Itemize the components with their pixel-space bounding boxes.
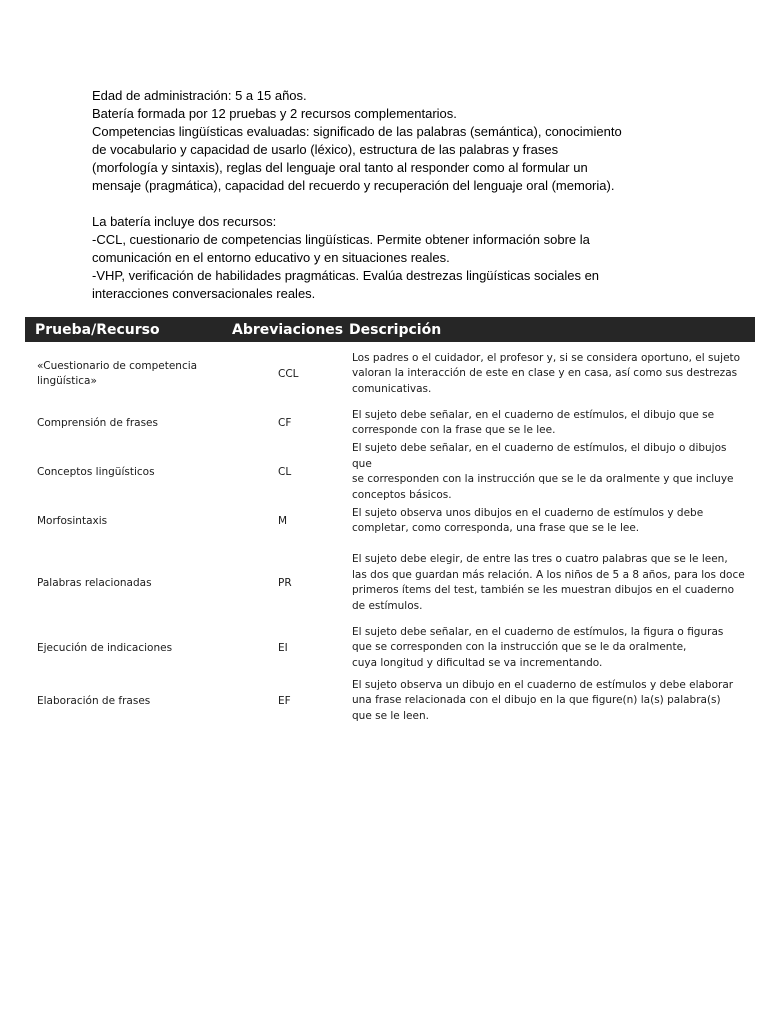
tests-table — [25, 317, 755, 729]
row-desc-line: El sujeto debe señalar, en el cuaderno de estímulos, el dibujo o dibujos que — [352, 442, 727, 470]
row-desc-line: una frase relacionada con el dibujo en la que figure(n) la(s) palabra(s) — [352, 694, 721, 707]
intro-text — [92, 87, 692, 303]
table-row — [25, 623, 755, 673]
table-row — [25, 345, 755, 403]
row-desc-line: cuya longitud y dificultad se va incrementando. — [352, 656, 603, 669]
row-desc-line: El sujeto debe elegir, de entre las tres o cuatro palabras que se le leen, — [352, 553, 728, 565]
intro-line: (morfología y sintaxis), reglas del lenguaje oral tanto al responder como al formular un — [92, 160, 588, 175]
row-name-line: Elaboración de frases — [37, 694, 151, 707]
intro-line: Competencias lingüísticas evaluadas: significado de las palabras (semántica), conocimiento — [92, 124, 622, 139]
row-abbr: CF — [278, 416, 292, 429]
intro-line: -VHP, verificación de habilidades pragmáticas. Evalúa destrezas lingüísticas sociales en — [92, 268, 600, 283]
table-row — [25, 501, 755, 541]
header-prueba: Prueba/Recurso — [35, 321, 160, 338]
row-name-line: «Cuestionario de competencia — [37, 360, 198, 372]
row-name — [25, 359, 230, 389]
row-desc-line: corresponde con la frase que se le lee. — [352, 424, 556, 436]
row-desc-line: comunicativas. — [352, 382, 432, 395]
row-desc — [352, 351, 755, 398]
row-name — [25, 694, 230, 709]
row-desc-line: primeros ítems del test, también se les muestran dibujos en el cuaderno — [352, 584, 735, 596]
table-row — [25, 443, 755, 501]
table-row — [25, 547, 755, 619]
row-desc-line: El sujeto observa unos dibujos en el cuaderno de estímulos y debe — [352, 506, 704, 519]
row-desc-line: se corresponden con la instrucción que se le da oralmente y que incluye — [352, 473, 734, 485]
intro-line: mensaje (pragmática), capacidad del recuerdo y recuperación del lenguaje oral (memoria). — [92, 178, 615, 193]
table-header — [25, 317, 755, 342]
header-descripcion: Descripción — [349, 321, 442, 338]
row-name-line: Ejecución de indicaciones — [37, 641, 173, 654]
row-desc-line: valoran la interacción de este en clase y en casa, así como sus destrezas — [352, 367, 738, 380]
row-desc-line: que se le leen. — [352, 709, 429, 722]
table-row — [25, 673, 755, 729]
row-desc-line: El sujeto observa un dibujo en el cuaderno de estímulos y debe elaborar — [352, 678, 734, 691]
row-name — [25, 641, 230, 656]
row-desc-line: El sujeto debe señalar, en el cuaderno de estímulos, el dibujo que se — [352, 408, 715, 421]
intro-line: comunicación en el entorno educativo y en situaciones reales. — [92, 250, 450, 265]
row-desc — [352, 552, 755, 614]
row-abbr: PR — [278, 576, 292, 589]
row-name — [25, 416, 230, 431]
intro-line: -CCL, cuestionario de competencias lingüísticas. Permite obtener información sobre la — [92, 232, 590, 247]
row-desc — [352, 678, 755, 725]
intro-line: interacciones conversacionales reales. — [92, 286, 316, 301]
row-desc-line: las dos que guardan más relación. A los niños de 5 a 8 años, para los doce — [352, 568, 745, 581]
row-name — [25, 465, 230, 480]
row-name-line: lingüística» — [37, 375, 97, 387]
row-desc-line: que se corresponden con la instrucción que se le da oralmente, — [352, 641, 687, 654]
row-name-line: Morfosintaxis — [37, 514, 108, 527]
row-desc-line: de estímulos. — [352, 599, 423, 612]
row-abbr: CCL — [278, 367, 299, 380]
table-row — [25, 403, 755, 443]
row-name — [25, 576, 230, 591]
row-abbr: EF — [278, 694, 291, 707]
paragraph-gap — [92, 195, 692, 213]
row-desc — [352, 441, 755, 503]
row-abbr: CL — [278, 465, 292, 478]
row-desc — [352, 506, 755, 537]
row-abbr: EI — [278, 641, 288, 654]
row-abbr: M — [278, 514, 288, 527]
row-desc — [352, 408, 755, 439]
row-desc-line: Los padres o el cuidador, el profesor y, si se considera oportuno, el sujeto — [352, 351, 741, 364]
row-desc — [352, 625, 755, 672]
intro-line: Edad de administración: 5 a 15 años. — [92, 88, 307, 103]
row-name-line: Palabras relacionadas — [37, 576, 152, 589]
intro-line: La batería incluye dos recursos: — [92, 214, 277, 229]
row-desc-line: conceptos básicos. — [352, 488, 452, 501]
row-name-line: Comprensión de frases — [37, 416, 158, 429]
row-name-line: Conceptos lingüísticos — [37, 465, 155, 478]
header-abreviaciones: Abreviaciones — [232, 321, 344, 338]
row-name — [25, 514, 230, 529]
row-desc-line: El sujeto debe señalar, en el cuaderno de estímulos, la figura o figuras — [352, 625, 724, 638]
intro-line: Batería formada por 12 pruebas y 2 recursos complementarios. — [92, 106, 457, 121]
intro-line: de vocabulario y capacidad de usarlo (léxico), estructura de las palabras y frases — [92, 142, 559, 157]
row-desc-line: completar, como corresponda, una frase que se le lee. — [352, 522, 640, 534]
